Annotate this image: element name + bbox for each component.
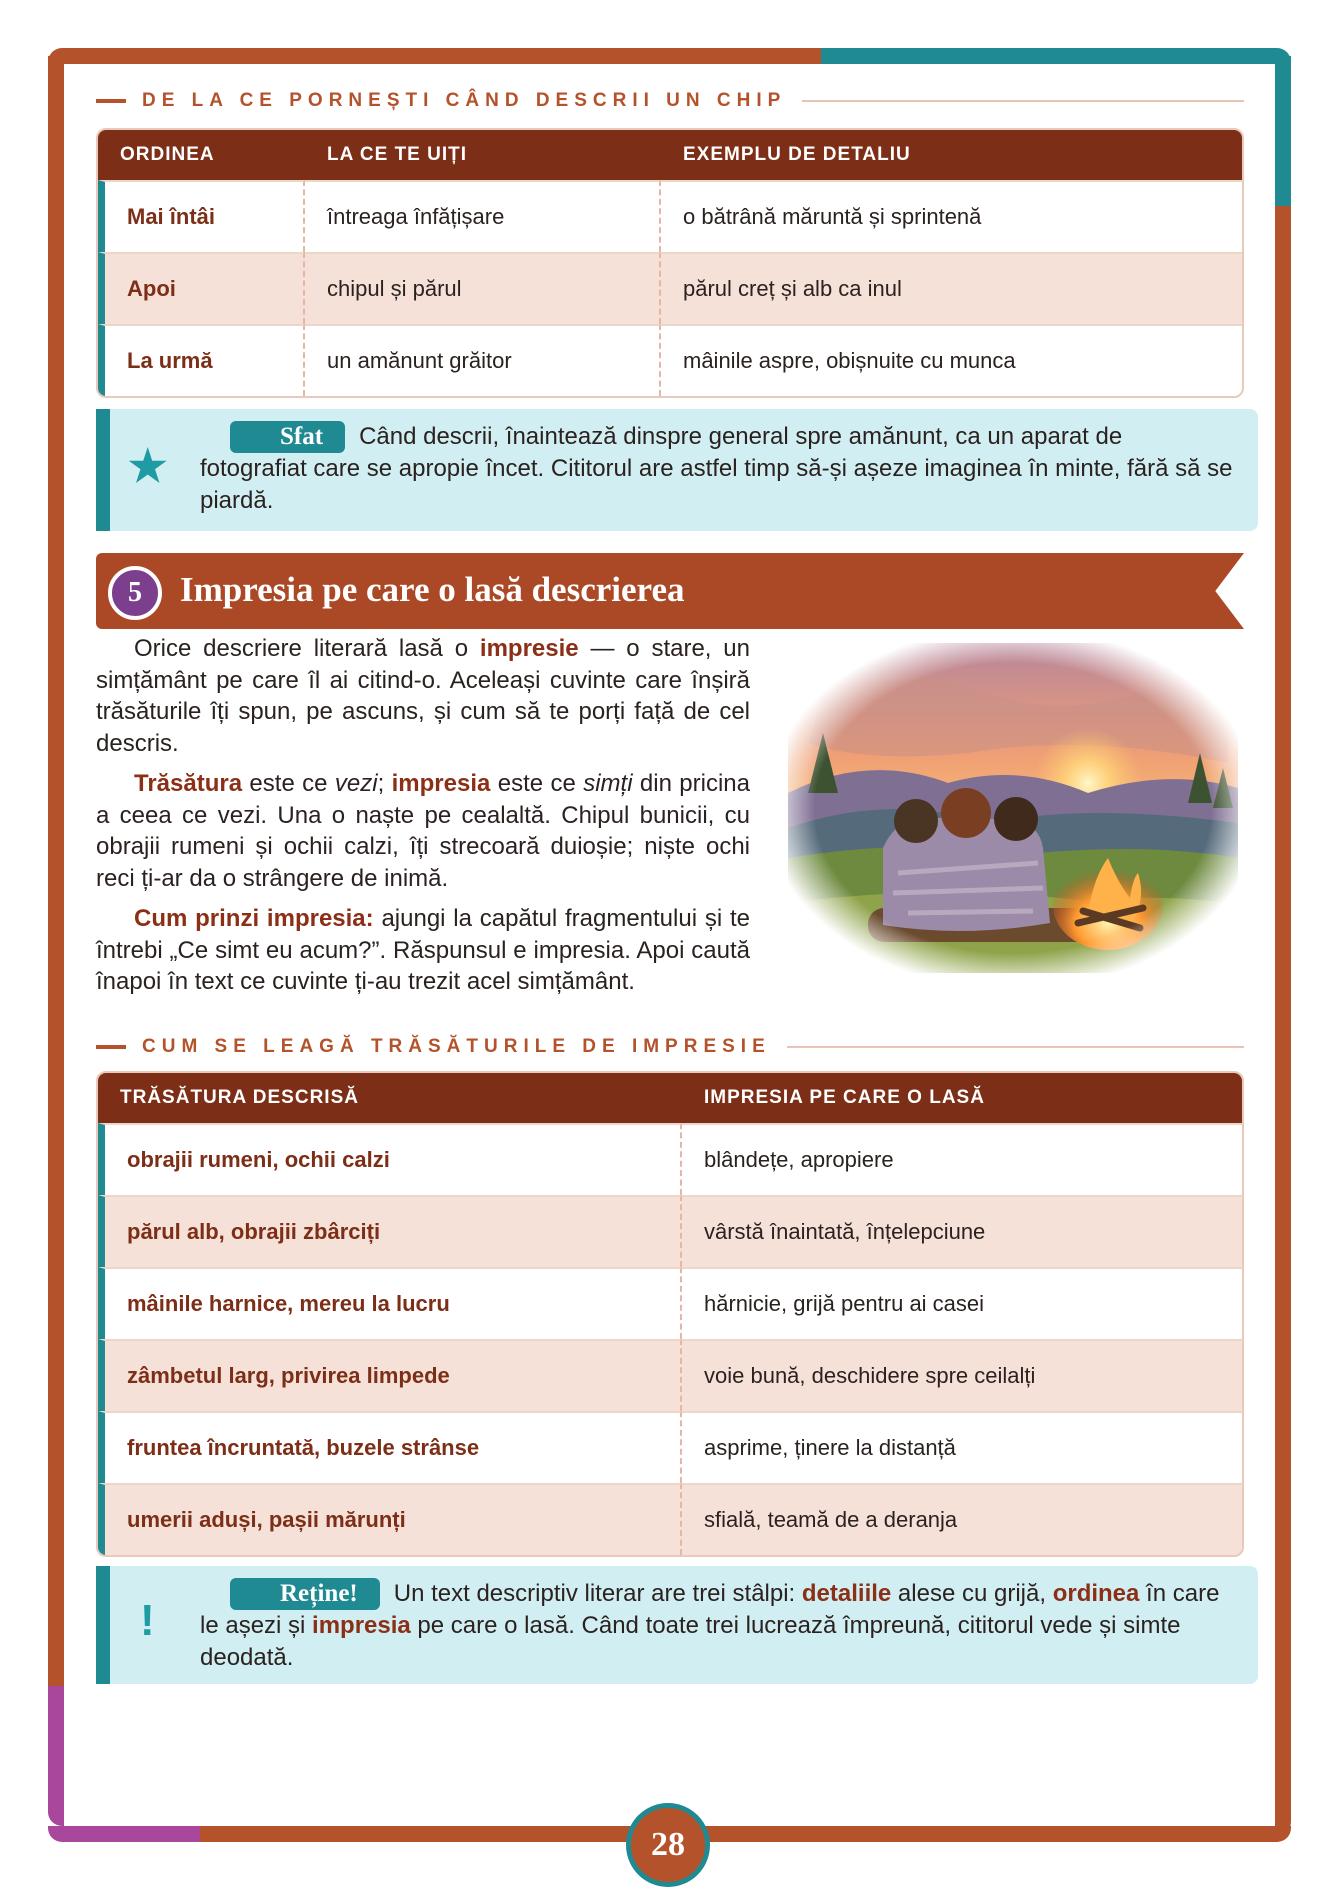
text-run: Un text descriptiv literar are trei stâlpi:: [393, 1580, 802, 1607]
table-row: [98, 1411, 1242, 1483]
section-heading-text: CUM SE LEAGĂ TRĂSĂTURILE DE IMPRESIE: [142, 1036, 771, 1057]
paragraph-3: [96, 903, 750, 998]
column-header: TRĂSĂTURA DESCRISĂ: [98, 1073, 682, 1123]
impression-cell: blândețe, apropiere: [682, 1123, 1242, 1195]
tip-label: Sfat: [230, 421, 345, 453]
page-frame-right-teal: [1275, 56, 1291, 206]
tip-callout: [96, 409, 1258, 531]
table-row: [98, 1267, 1242, 1339]
focus-cell: chipul și părul: [305, 252, 661, 324]
trait-cell: părul alb, obrajii zbârciți: [98, 1195, 682, 1267]
lesson-title: Impresia pe care o lasă descrierea: [180, 570, 685, 609]
order-cell: Mai întâi: [98, 180, 305, 252]
trait-cell: fruntea încruntată, buzele strânse: [98, 1411, 682, 1483]
order-cell: La urmă: [98, 324, 305, 396]
table-header-row: [98, 1073, 1242, 1123]
impression-cell: sfială, teamă de a deranja: [682, 1483, 1242, 1555]
tip-text: Când descrii, înaintează dinspre general spre amănunt, ca un aparat de fotografiat care se apropie încet. Cititorul are astfel timp să-și așeze imaginea în minte, fără să se piardă.: [200, 423, 1233, 514]
column-header: ORDINEA: [98, 130, 305, 180]
key-term: impresia: [391, 770, 491, 797]
vignette: [788, 643, 1238, 973]
heading-rule: [802, 100, 1244, 102]
remember-text-block: [200, 1578, 1234, 1674]
text-run: este ce: [242, 770, 335, 797]
trait-cell: zâmbetul larg, privirea limpede: [98, 1339, 682, 1411]
page-frame-bottom-brown: [200, 1826, 1291, 1842]
exclamation-icon: !: [140, 1596, 155, 1645]
table-row: [98, 180, 1242, 252]
impression-cell: vârstă înaintată, înțelepciune: [682, 1195, 1242, 1267]
page-frame-top-brown: [48, 48, 823, 64]
key-term: ordinea: [1052, 1580, 1140, 1607]
lesson-number-badge: 5: [108, 566, 162, 620]
impression-cell: voie bună, deschidere spre ceilalți: [682, 1339, 1242, 1411]
example-cell: o bătrână măruntă și sprintenă: [661, 180, 1242, 252]
section-heading-start: [96, 86, 1244, 116]
page-frame-left-pink: [48, 1686, 64, 1826]
column-header: IMPRESIA PE CARE O LASĂ: [682, 1073, 1242, 1123]
column-header: LA CE TE UIȚI: [305, 130, 661, 180]
section-heading-text: DE LA CE PORNEȘTI CÂND DESCRII UN CHIP: [142, 90, 787, 111]
emphasis: simți: [583, 770, 633, 797]
order-table: [96, 128, 1244, 398]
trait-cell: umerii aduși, pașii mărunți: [98, 1483, 682, 1555]
tip-text-block: [200, 421, 1234, 517]
text-run: este ce: [490, 770, 584, 797]
table-header-row: [98, 130, 1242, 180]
table-row: [98, 1123, 1242, 1195]
page-number: 28: [626, 1803, 710, 1887]
table-row: [98, 1483, 1242, 1555]
key-term: detaliile: [801, 1580, 892, 1607]
trait-cell: mâinile harnice, mereu la lucru: [98, 1267, 682, 1339]
focus-cell: întreaga înfățișare: [305, 180, 661, 252]
table-row: [98, 252, 1242, 324]
impression-cell: asprime, ținere la distanță: [682, 1411, 1242, 1483]
page-frame-top-teal: [821, 48, 1291, 64]
heading-rule: [787, 1046, 1244, 1048]
text-run: în care le așezi și: [200, 1580, 1220, 1639]
order-cell: Apoi: [98, 252, 305, 324]
text-run: alese cu grijă,: [891, 1580, 1053, 1607]
example-cell: părul creț și alb ca inul: [661, 252, 1242, 324]
trait-cell: obrajii rumeni, ochii calzi: [98, 1123, 682, 1195]
section-heading-link: [96, 1032, 1244, 1062]
star-icon: ★: [128, 442, 168, 491]
example-cell: mâinile aspre, obișnuite cu munca: [661, 324, 1242, 396]
text-run: ;: [377, 770, 392, 797]
remember-label: Reține!: [230, 1578, 380, 1610]
emphasis: vezi: [334, 770, 378, 797]
key-term: Cum prinzi impresia:: [134, 905, 374, 932]
impression-cell: hărnicie, grijă pentru ai casei: [682, 1267, 1242, 1339]
trait-impression-table: [96, 1071, 1244, 1557]
key-term: impresie: [479, 635, 579, 662]
lesson-text: [96, 633, 750, 1007]
text-run: din pricina a ceea ce vezi. Una o naște pe cealaltă. Chipul bunicii, cu obrajii rumeni și ochii calzi, îți strecoară duioșie; niște ochi reci ți-ar da o strângere de inimă.: [96, 770, 751, 892]
heading-dash: [96, 1045, 126, 1049]
page-frame-bottom-pink: [48, 1826, 203, 1842]
heading-dash: [96, 99, 126, 103]
key-term: Trăsătura: [134, 770, 243, 797]
table-row: [98, 1339, 1242, 1411]
page-frame-right-brown: [1275, 206, 1291, 1836]
text-run: pe care o lasă. Când toate trei lucrează împreună, cititorul vede și simte deodată.: [200, 1612, 1181, 1671]
table-row: [98, 1195, 1242, 1267]
table-row: [98, 324, 1242, 396]
page-frame-left-brown: [48, 56, 64, 1686]
remember-callout: [96, 1566, 1258, 1684]
text-run: Orice descriere literară lasă o: [134, 635, 480, 662]
text-run: — o stare, un simțământ pe care îl ai citind-o. Aceleași cuvinte care înșiră trăsăturile îți spun, pe ascuns, și cum să te porți față de cel descris.: [96, 635, 750, 757]
key-term: impresia: [312, 1612, 411, 1639]
column-header: EXEMPLU DE DETALIU: [661, 130, 1242, 180]
campfire-illustration: [788, 643, 1238, 973]
paragraph-2: [96, 768, 750, 894]
focus-cell: un amănunt grăitor: [305, 324, 661, 396]
paragraph-1: [96, 633, 750, 759]
text-run: ajungi la capătul fragmentului și te întrebi „Ce simt eu acum?”. Răspunsul e impresia. Apoi caută înapoi în text ce cuvinte ți-au trezit acel simțământ.: [96, 905, 750, 995]
